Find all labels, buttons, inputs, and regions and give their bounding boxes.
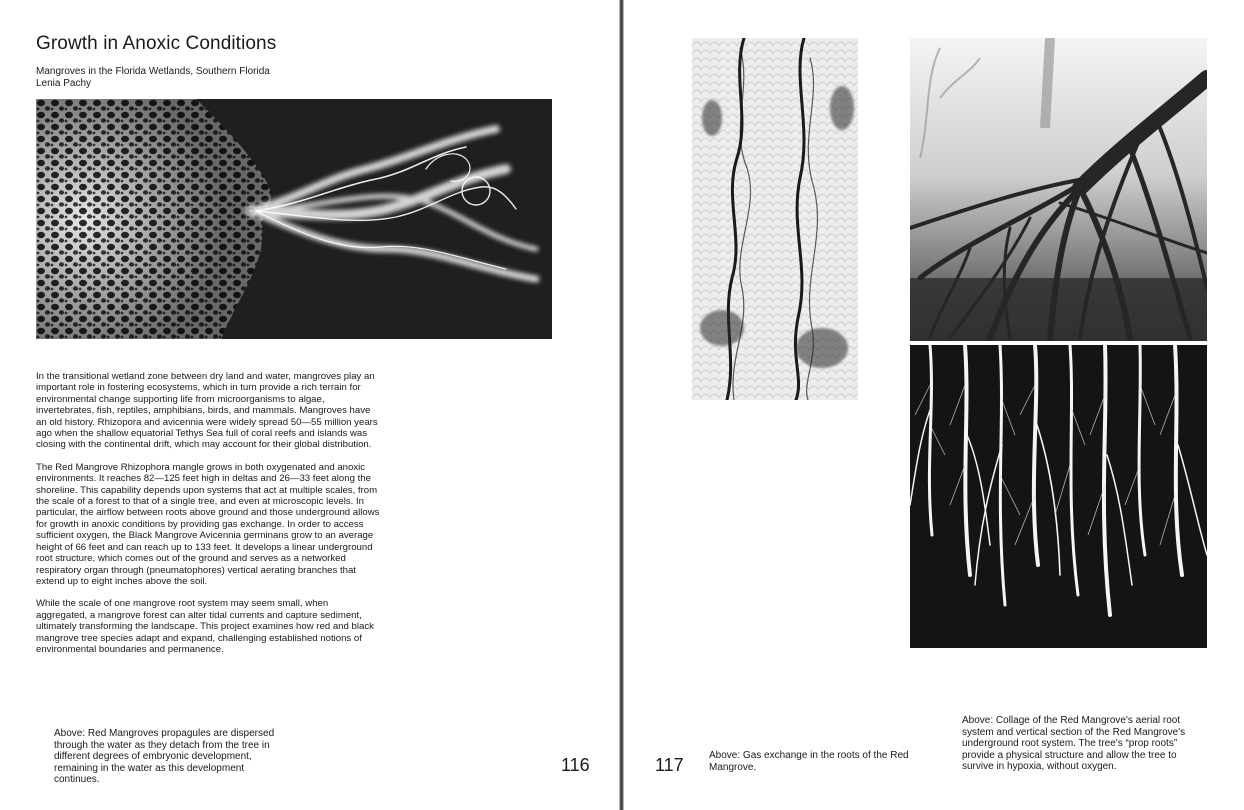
collage-caption: Above: Collage of the Red Mangrove's aerial root system and vertical section of the Red Mangrove's underground root system. The tree's “prop roots” provide a physical structure and allow the tree to survive in hypoxia, without oxygen. [962,715,1186,773]
author-name: Lenia Pachy [36,78,92,89]
body-paragraph: The Red Mangrove Rhizophora mangle grows in both oxygenated and anoxic environments. It reaches 82—125 feet high in deltas and 26—33 feet along the shoreline. This capability depends upon systems that act at multiple scales, from the scale of a forest to that of a single tree, and even at microscopic levels. In particular, the airflow between roots above ground and those underground allows for growth in anoxic conditions by providing gas exchange. In order to access sufficient oxygen, the Black Mangrove Avicennia germinans grow to an average height of 66 feet and can reach up to 133 feet. It develops a linear underground root structure, which comes out of the ground and serves as a networked respiratory organ through (pneumatophores) vertical aerating branches that extend up to eight inches above the soil. [36,461,380,587]
aerial-roots-photo [910,38,1207,341]
propagule-smoke-photo [36,99,552,339]
page-title: Growth in Anoxic Conditions [36,33,277,54]
page-number-right: 117 [655,755,684,775]
left-caption: Above: Red Mangroves propagules are dispersed through the water as they detach from the tree in different degrees of embryonic development, remaining in the water as this development continues. [54,728,275,786]
underground-roots-photo [910,345,1207,648]
left-page [0,0,619,810]
right-page [624,0,1244,810]
gas-exchange-caption: Above: Gas exchange in the roots of the Red Mangrove. [709,750,909,773]
gas-exchange-photo [692,38,858,400]
page-number-left: 116 [561,755,590,775]
body-paragraph: In the transitional wetland zone between dry land and water, mangroves play an important role in fostering ecosystems, which in turn provide a rich terrain for environmental change supporting life from microorganisms to algae, invertebrates, fish, reptiles, amphibians, birds, and mammals. Mangroves have an old history. Rhizopora and avicennia were widely spread 50—55 million years ago when the shallow equatorial Tethys Sea full of coral reefs and islands was closing with the continental drift, which may account for their global distribution. [36,371,378,451]
body-text [36,371,381,666]
page-subtitle: Mangroves in the Florida Wetlands, Southern Florida [36,66,270,77]
body-paragraph: While the scale of one mangrove root system may seem small, when aggregated, a mangrove forest can alter tidal currents and capture sediment, ultimately transforming the landscape. This project examines how red and black mangrove tree species adapt and expand, challenging established notions of environmental boundaries and permanence. [36,598,374,655]
